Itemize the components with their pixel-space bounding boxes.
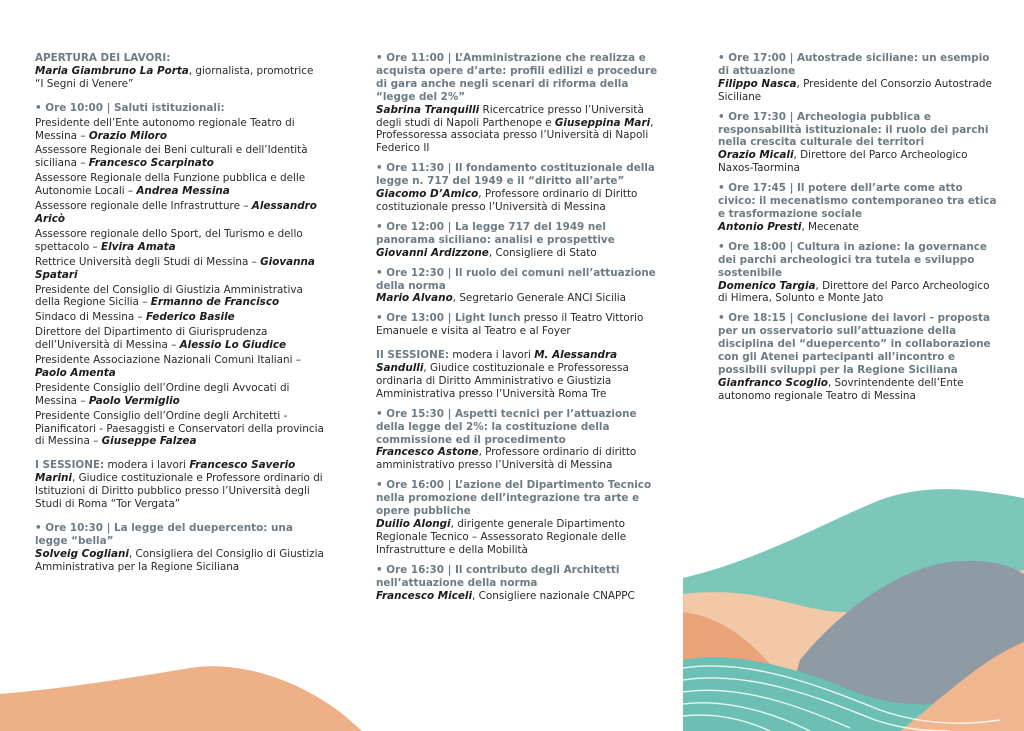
talk-title: • Ore 12:30 | Il ruolo dei comuni nell’attuazione della norma: [376, 266, 656, 292]
greeting-item: Assessore Regionale dei Beni culturali e dell’Identità siciliana – Francesco Scarpinato: [35, 144, 308, 170]
speaker-name: Francesco Miceli: [376, 589, 473, 602]
talk-1745: • Ore 17:45 | Il potere dell’arte come atto civico: il mecenatismo contemporaneo tra etica e trasformazione sociale Antonio Presti, Mecenate: [718, 182, 1000, 234]
opening-speaker-name: Maria Giambruno La Porta: [35, 64, 189, 77]
talk-title: • Ore 11:00 | L’Amministrazione che realizza e acquista opere d’arte: profili edilizi e procedure di gara anche negli scenari di riforma della “legge del 2%”: [376, 52, 658, 103]
greetings-title: • Ore 10:00 | Saluti istituzionali:: [35, 101, 225, 114]
talk-title: • Ore 16:30 | Il contributo degli Architetti nell’attuazione della norma: [376, 563, 620, 589]
talk-title: • Ore 17:00 | Autostrade siciliane: un esempio di attuazione: [718, 52, 990, 77]
greeting-item: Sindaco di Messina – Federico Basile: [35, 311, 235, 324]
program-column-1: [35, 52, 325, 581]
talk-1100: • Ore 11:00 | L’Amministrazione che realizza e acquista opere d’arte: profili edilizi e procedure di gara anche negli scenari di riforma della “legge del 2%” Sabrina Tranquilli Ricercatrice presso l’Università degli studi di Napoli Parthenope e Giuseppina Mari, Professoressa associata presso l’Università di Napoli Federico II: [376, 52, 666, 155]
greeting-item: Presidente Associazione Nazionali Comuni Italiani – Paolo Amenta: [35, 354, 301, 379]
session-1-block: I SESSIONE: modera i lavori Francesco Saverio Marini, Giudice costituzionale e Professore ordinario di Istituzioni di Diritto pubblico presso l’Università degli Studi di Roma “Tor Vergata”: [35, 459, 323, 511]
greeting-item: Direttore del Dipartimento di Giurisprudenza dell’Università di Messina – Alessio Lo Giudice: [35, 326, 287, 352]
talk-title: • Ore 15:30 | Aspetti tecnici per l’attuazione della legge del 2%: la costituzione della commissione ed il procedimento: [376, 407, 637, 446]
greeting-item: Assessore Regionale della Funzione pubblica e delle Autonomie Locali – Andrea Messina: [35, 172, 306, 198]
talk-1200: • Ore 12:00 | La legge 717 del 1949 nel panorama siciliano: analisi e prospettive Giovanni Ardizzone, Consigliere di Stato: [376, 221, 666, 260]
speaker-name: Sabrina Tranquilli: [376, 103, 480, 116]
greeting-item: Presidente del Consiglio di Giustizia Amministrativa della Regione Sicilia – Ermanno de Francisco: [35, 283, 303, 309]
speaker-name: Mario Alvano: [376, 292, 453, 305]
talk-1815: • Ore 18:15 | Conclusione dei lavori - proposta per un osservatorio sull’attuazione della disciplina del “duepercento” in collaborazione con gli Atenei partecipanti all’incontro e possibili sviluppi per la Regione Siciliana Gianfranco Scoglio, Sovrintendente dell’Ente autonomo regionale Teatro di Messina: [718, 312, 1000, 402]
session-1-moderator: Francesco Saverio Marini: [35, 459, 296, 485]
talk-title: • Ore 11:30 | Il fondamento costituzionale della legge n. 717 del 1949 e il “diritto all’arte”: [376, 162, 655, 188]
greeting-item: Presidente dell’Ente autonomo regionale Teatro di Messina – Orazio Miloro: [35, 116, 295, 142]
speaker-name: Duilio Alongi: [376, 518, 451, 530]
opening-block: [35, 52, 325, 91]
session-2-moderator: M. Alessandra Sandulli: [376, 349, 618, 375]
speaker-name: Giovanni Ardizzone: [376, 246, 489, 259]
speaker-name: Giuseppina Mari: [554, 116, 651, 129]
speaker-name: Giacomo D’Amico: [376, 188, 479, 201]
speaker-name: Orazio Micali: [718, 149, 794, 162]
talk-1600: • Ore 16:00 | L’azione del Dipartimento Tecnico nella promozione dell’integrazione tra arte e opere pubbliche Duilio Alongi, dirigente generale Dipartimento Regionale Tecnico – Assessorato Regionale delle Infrastrutture e della Mobilità: [376, 479, 666, 556]
talk-1730: • Ore 17:30 | Archeologia pubblica e responsabilità istituzionale: il ruolo dei parchi nella crescita culturale dei territori Orazio Micali, Direttore del Parco Archeologico Naxos-Taormina: [718, 111, 1000, 176]
talk-1800: • Ore 18:00 | Cultura in azione: la governance dei parchi archeologici tra tutela e sviluppo sostenibile Domenico Targia, Direttore del Parco Archeologico di Himera, Solunto e Monte Jato: [718, 241, 1000, 306]
talk-title: • Ore 17:30 | Archeologia pubblica e responsabilità istituzionale: il ruolo dei parchi nella crescita culturale dei territori: [718, 110, 989, 149]
session-2-label: II SESSIONE:: [376, 349, 450, 362]
opening-speaker-desc: , giornalista, promotrice “I Segni di Venere”: [35, 64, 314, 90]
speaker-name: Francesco Astone: [376, 446, 479, 459]
talk-title: • Ore 12:00 | La legge 717 del 1949 nel panorama siciliano: analisi e prospettive: [376, 220, 615, 246]
program-column-2: [376, 52, 666, 609]
program-column-3: [718, 52, 1000, 410]
speaker-name: Domenico Targia: [718, 279, 816, 292]
session-2-block: II SESSIONE: modera i lavori M. Alessandra Sandulli, Giudice costituzionale e Professoressa ordinaria di Diritto Amministrativo e Giustizia Amministrativa presso l’Università Roma Tre: [376, 349, 629, 400]
talk-title: • Ore 17:45 | Il potere dell’arte come atto civico: il mecenatismo contemporaneo tra etica e trasformazione sociale: [718, 182, 997, 220]
talk-title: • Ore 10:30 | La legge del duepercento: una legge “bella”: [35, 522, 293, 547]
speaker-name: Solveig Cogliani: [35, 547, 129, 560]
talk-1030: • Ore 10:30 | La legge del duepercento: una legge “bella” Solveig Cogliani, Consigliera del Consiglio di Giustizia Amministrativa per la Regione Siciliana: [35, 522, 324, 573]
talk-1630: • Ore 16:30 | Il contributo degli Architetti nell’attuazione della norma Francesco Miceli, Consigliere nazionale CNAPPC: [376, 564, 666, 603]
greeting-item: Presidente Consiglio dell’Ordine degli Avvocati di Messina – Paolo Vermiglio: [35, 381, 290, 407]
talk-title: • Ore 18:15 | Conclusione dei lavori - proposta per un osservatorio sull’attuazione della disciplina del “duepercento” in collaborazione con gli Atenei partecipanti all’incontro e possibili sviluppi per la Regione Siciliana: [718, 312, 991, 376]
talk-title: • Ore 16:00 | L’azione del Dipartimento Tecnico nella promozione dell’integrazione tra arte e opere pubbliche: [376, 479, 652, 518]
talk-title: • Ore 18:00 | Cultura in azione: la governance dei parchi archeologici tra tutela e sviluppo sostenibile: [718, 240, 987, 279]
lunch-title: • Ore 13:00 | Light lunch: [376, 312, 521, 325]
greeting-item: Assessore regionale dello Sport, del Turismo e dello spettacolo – Elvira Amata: [35, 227, 303, 253]
lunch-block: • Ore 13:00 | Light lunch presso il Teatro Vittorio Emanuele e visita al Teatro e al Foyer: [376, 312, 644, 338]
session-1-label: I SESSIONE:: [35, 459, 105, 472]
speaker-name: Gianfranco Scoglio: [718, 376, 828, 389]
opening-title: APERTURA DEI LAVORI:: [35, 52, 171, 64]
greeting-item: Rettrice Università degli Studi di Messina – Giovanna Spatari: [35, 255, 315, 281]
orange-hill-bottom-left: [0, 666, 362, 731]
greetings-block: [35, 102, 325, 449]
speaker-name: Filippo Nasca: [718, 77, 797, 90]
talk-1530: • Ore 15:30 | Aspetti tecnici per l’attuazione della legge del 2%: la costituzione della commissione ed il procedimento Francesco Astone, Professore ordinario di diritto amministrativo presso l’Università di Messina: [376, 408, 666, 473]
greeting-item: Presidente Consiglio dell’Ordine degli Architetti - Pianificatori - Paesaggisti e Conservatori della provincia di Messina – Giuseppe Falzea: [35, 409, 324, 448]
speaker-name: Antonio Presti: [718, 220, 802, 233]
talk-1230: • Ore 12:30 | Il ruolo dei comuni nell’attuazione della norma Mario Alvano, Segretario Generale ANCI Sicilia: [376, 267, 666, 306]
talk-1700: • Ore 17:00 | Autostrade siciliane: un esempio di attuazione Filippo Nasca, Presidente del Consorzio Autostrade Siciliane: [718, 52, 1000, 104]
greeting-item: Assessore regionale delle Infrastrutture – Alessandro Aricò: [35, 200, 317, 225]
talk-1130: • Ore 11:30 | Il fondamento costituzionale della legge n. 717 del 1949 e il “diritto all’arte” Giacomo D’Amico, Professore ordinario di Diritto costituzionale presso l’Università di Messina: [376, 162, 666, 214]
